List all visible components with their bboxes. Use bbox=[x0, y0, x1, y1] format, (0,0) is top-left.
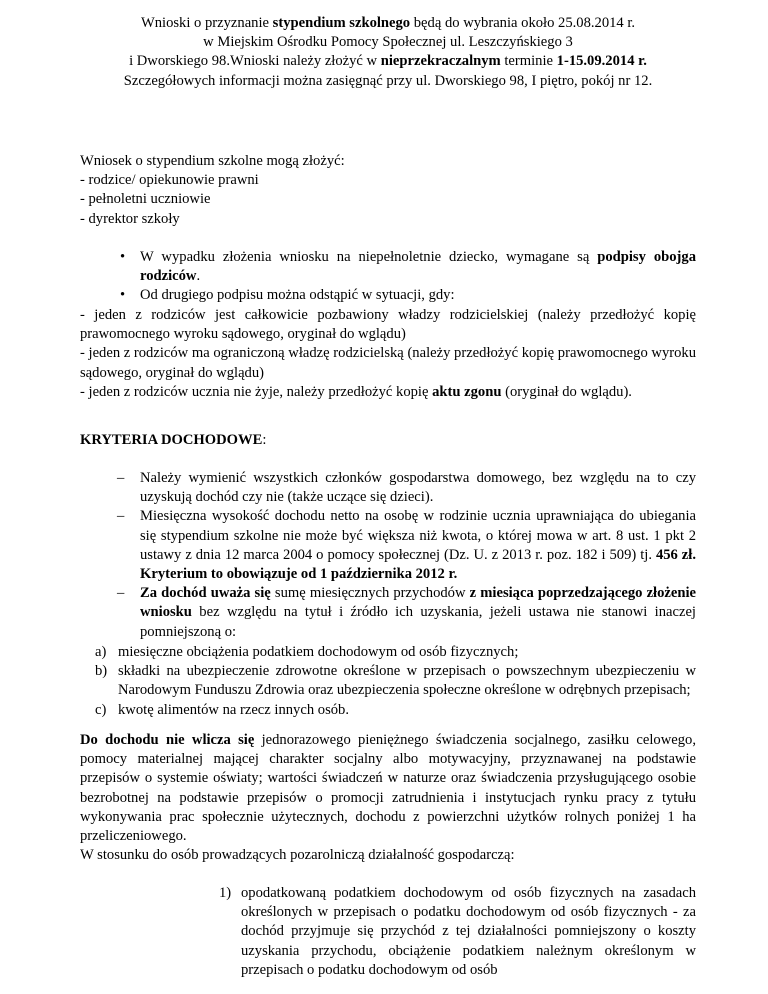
criteria-item-income-definition: – Za dochód uważa się sumę miesięcznych przychodów z miesiąca poprzedzającego złożenie wniosku bez względu na tytuł i źródło ich uzyskania, jeżeli ustawa nie stanowi inaczej pomniejszoną o: bbox=[117, 585, 697, 640]
dash-icon: – bbox=[117, 585, 125, 602]
deductions-list bbox=[95, 643, 696, 720]
excluded-income-paragraph: Do dochodu nie wlicza się jednorazowego pieniężnego świadczenia socjalnego, zasiłku celowego, pomocy materialnej mającej charakter socjalny albo motywacyjny, przyznawanej na podstawie przepisów o systemie oświaty; wartości świadczeń w naturze oraz świadczenia przysługującego osobie bezrobotnej na podstawie przepisów o promocji zatrudnienia i instytucjach rynku pracy z tytułu wykonywania prac społecznie użytecznych, dochodu z powierzchni użytków rolnych poniżej 1 ha przeliczeniowego. bbox=[80, 732, 696, 845]
exception-item: - jeden z rodziców ucznia nie żyje, należy przedłożyć kopię aktu zgonu (oryginał do wglądu). bbox=[80, 383, 632, 400]
deduction-item-tax: a) miesięczne obciążenia podatkiem dochodowym od osób fizycznych; bbox=[95, 644, 519, 660]
applicants-intro: Wniosek o stypendium szkolne mogą złożyć: bbox=[80, 153, 345, 169]
header-block bbox=[80, 14, 696, 91]
deduction-item-insurance: b) składki na ubezpieczenie zdrowotne określone w przepisach o powszechnym ubezpieczeniu w Narodowym Funduszu Zdrowia oraz ubezpieczenia społeczne określone w odrębnych przepisach; bbox=[95, 663, 696, 699]
criteria-item-members: – Należy wymienić wszystkich członków gospodarstwa domowego, bez względu na to czy uzyskują dochód czy nie (także uczące się dzieci). bbox=[117, 470, 696, 506]
numbered-item-1: 1) opodatkowaną podatkiem dochodowym od osób fizycznych na zasadach określonych w przepisach o podatku dochodowym od osób fizycznych - za dochód przyjmuje się przychód z tej działalności pomniejszony o koszty uzyskania przychodu, obciążenie podatkiem należnym określonym w przepisach o podatku dochodowym od osób bbox=[219, 885, 696, 978]
dash-icon: – bbox=[117, 508, 125, 525]
business-intro: W stosunku do osób prowadzących pozarolniczą działalność gospodarczą: bbox=[80, 847, 515, 863]
criteria-dash-list bbox=[117, 469, 696, 642]
deduction-item-alimony: c) kwotę alimentów na rzecz innych osób. bbox=[95, 701, 349, 718]
bullet-item-signatures: • W wypadku złożenia wniosku na niepełnoletnie dziecko, wymagane są podpisy obojga rodziców. bbox=[120, 249, 696, 285]
criteria-heading: KRYTERIA DOCHODOWE: bbox=[80, 432, 267, 448]
business-numbered-list bbox=[219, 884, 696, 980]
applicant-item: - pełnoletni uczniowie bbox=[80, 191, 211, 208]
exception-item: - jeden z rodziców jest całkowicie pozbawiony władzy rodzicielskiej (należy przedłożyć kopię prawomocnego wyroku sądowego, oryginał do wglądu) bbox=[80, 307, 696, 343]
bullet-list bbox=[120, 248, 696, 306]
header-line-3: i Dworskiego 98.Wnioski należy złożyć w nieprzekraczalnym terminie 1-15.09.2014 r. bbox=[129, 53, 647, 70]
bullet-icon: • bbox=[120, 287, 126, 304]
bullet-item-exception: • Od drugiego podpisu można odstąpić w sytuacji, gdy: bbox=[120, 286, 696, 305]
exceptions-block bbox=[80, 306, 696, 402]
exception-item: - jeden z rodziców ma ograniczoną władzę rodzicielską (należy przedłożyć kopię prawomocnego wyroku sądowego, oryginał do wglądu) bbox=[80, 345, 696, 381]
criteria-item-income-limit: – Miesięczna wysokość dochodu netto na osobę w rodzinie ucznia uprawniająca do ubiegania się stypendium szkolne nie może być większa niż kwota, o której mowa w art. 8 ust. 1 pkt 2 ustawy z dnia 12 marca 2004 o pomocy społecznej (Dz. U. z 2013 r. poz. 182 i 509) tj. 456 zł. Kryterium to obowiązuje od 1 października 2012 r. bbox=[117, 508, 696, 583]
header-line-2: w Miejskim Ośrodku Pomocy Społecznej ul. Leszczyńskiego 3 bbox=[203, 34, 573, 51]
header-line-4: Szczegółowych informacji można zasięgnąć przy ul. Dworskiego 98, I piętro, pokój nr 12. bbox=[123, 72, 653, 89]
header-line-1: Wnioski o przyznanie stypendium szkolnego będą do wybrania około 25.08.2014 r. bbox=[140, 15, 636, 31]
bullet-icon: • bbox=[120, 249, 126, 265]
applicant-item: - rodzice/ opiekunowie prawni bbox=[80, 172, 259, 189]
dash-icon: – bbox=[117, 470, 125, 486]
applicants-block bbox=[80, 152, 696, 229]
applicant-item: - dyrektor szkoły bbox=[80, 210, 180, 227]
